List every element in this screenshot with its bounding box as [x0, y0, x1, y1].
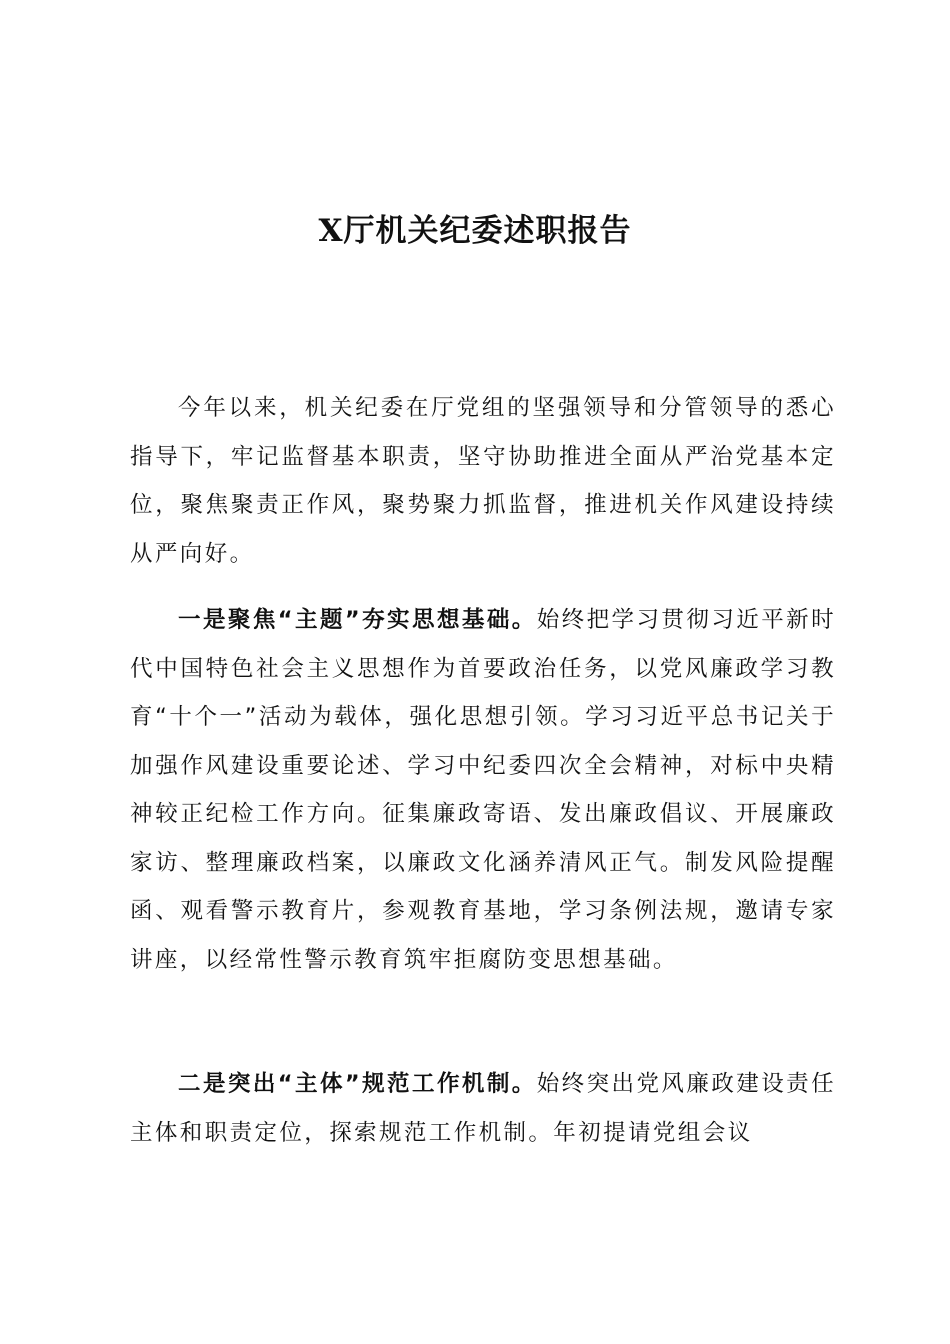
paragraph-text: 始终突出党风廉政建设责任主体和职责定位，探索规范工作机制。年初提请党组会议: [130, 1071, 836, 1146]
paragraph-text: 始终把学习贯彻习近平新时代中国特色社会主义思想作为首要政治任务，以党风廉政学习教育“十个一”活动为载体，强化思想引领。学习习近平总书记关于加强作风建设重要论述、学习中纪委四次全会精神，对标中央精神较正纪检工作方向。征集廉政寄语、发出廉政倡议、开展廉政家访、整理廉政档案，以廉政文化涵养清风正气。制发风险提醒函、观看警示教育片，参观教育基地，学习条例法规，邀请专家讲座，以经常性警示教育筑牢拒腐防变思想基础。: [130, 607, 836, 973]
paragraph-lead: 二是突出“主体”规范工作机制。: [178, 1071, 537, 1097]
paragraph-subject: [130, 1060, 836, 1157]
document-title: X厅机关纪委述职报告: [318, 213, 632, 249]
paragraph-intro: [130, 384, 836, 578]
paragraph-text: 今年以来，机关纪委在厅党组的坚强领导和分管领导的悉心指导下，牢记监督基本职责，坚守协助推进全面从严治党基本定位，聚焦聚责正作风，聚势聚力抓监督，推进机关作风建设持续从严向好。: [130, 395, 836, 567]
paragraph-lead: 一是聚焦“主题”夯实思想基础。: [178, 607, 537, 633]
paragraph-theme: [130, 596, 836, 984]
